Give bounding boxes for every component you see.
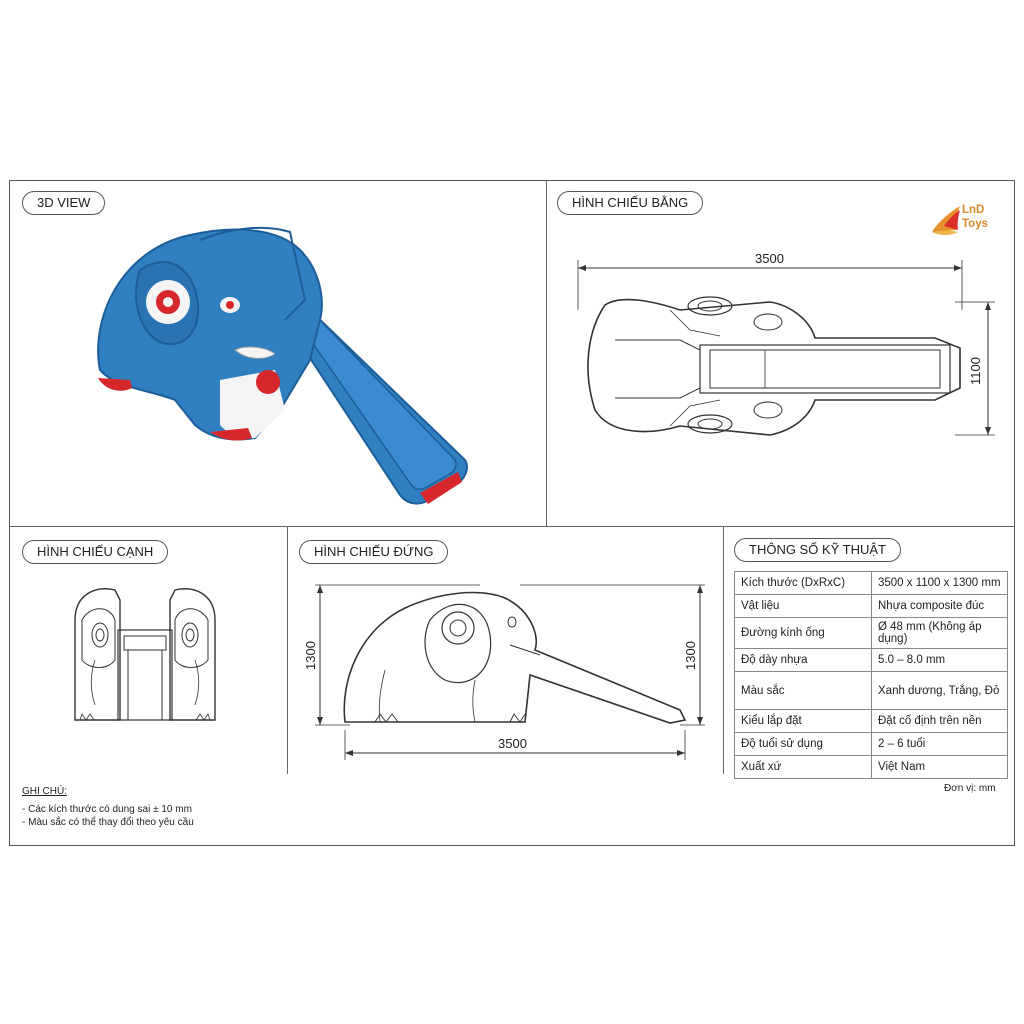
spec-value: Việt Nam bbox=[872, 756, 1008, 779]
spec-key: Kiểu lắp đặt bbox=[735, 710, 872, 733]
row-divider bbox=[9, 526, 1015, 527]
top-view-drawing bbox=[570, 250, 1010, 450]
spec-value: Đặt cố định trên nền bbox=[872, 710, 1008, 733]
spec-row bbox=[735, 733, 1008, 756]
spec-key: Kích thước (DxRxC) bbox=[735, 572, 872, 595]
panel-title-front-view: HÌNH CHIẾU ĐỨNG bbox=[299, 540, 448, 564]
spec-value: 5.0 – 8.0 mm bbox=[872, 649, 1008, 672]
spec-row bbox=[735, 672, 1008, 710]
spec-value: 2 – 6 tuổi bbox=[872, 733, 1008, 756]
top-width-label: 1100 bbox=[968, 357, 983, 385]
bottom-divider-left bbox=[287, 526, 288, 774]
bottom-divider-right bbox=[723, 526, 724, 774]
spec-value: Ø 48 mm (Không áp dụng) bbox=[872, 618, 1008, 649]
spec-row bbox=[735, 756, 1008, 779]
spec-key: Vật liệu bbox=[735, 595, 872, 618]
notes-title: GHI CHÚ: bbox=[22, 786, 67, 797]
spec-key: Màu sắc bbox=[735, 672, 872, 710]
spec-value: Xanh dương, Trắng, Đỏ bbox=[872, 672, 1008, 710]
brand-logo-text bbox=[962, 203, 988, 231]
top-length-label: 3500 bbox=[755, 251, 784, 266]
spec-key: Độ tuổi sử dụng bbox=[735, 733, 872, 756]
note-line-1: - Các kích thước có dung sai ± 10 mm bbox=[22, 804, 192, 815]
spec-row bbox=[735, 595, 1008, 618]
panel-title-3d-view: 3D VIEW bbox=[22, 191, 105, 215]
spec-value: 3500 x 1100 x 1300 mm bbox=[872, 572, 1008, 595]
spec-key: Xuất xứ bbox=[735, 756, 872, 779]
front-height-left-label: 1300 bbox=[303, 641, 318, 670]
spec-row bbox=[735, 649, 1008, 672]
spec-key: Đường kính ống bbox=[735, 618, 872, 649]
panel-title-side-view: HÌNH CHIẾU CẠNH bbox=[22, 540, 168, 564]
unit-label: Đơn vị: mm bbox=[944, 783, 996, 794]
brand-line-2: Toys bbox=[962, 218, 988, 230]
note-line-2: - Màu sắc có thể thay đổi theo yêu cầu bbox=[22, 817, 194, 828]
side-view-drawing bbox=[70, 580, 220, 730]
panel-title-top-view: HÌNH CHIẾU BẰNG bbox=[557, 191, 703, 215]
spec-row bbox=[735, 618, 1008, 649]
spec-key: Độ dày nhựa bbox=[735, 649, 872, 672]
top-column-divider bbox=[546, 180, 547, 526]
panel-title-specs: THÔNG SỐ KỸ THUẬT bbox=[734, 538, 901, 562]
front-height-right-label: 1300 bbox=[683, 641, 698, 670]
front-length-label: 3500 bbox=[498, 736, 527, 751]
front-view-drawing bbox=[300, 580, 720, 770]
notes-block bbox=[22, 785, 194, 829]
brand-line-1: LnD bbox=[962, 204, 985, 216]
elephant-slide-3d-render bbox=[80, 210, 480, 510]
spec-table bbox=[734, 571, 1008, 779]
spec-row bbox=[735, 710, 1008, 733]
spec-row bbox=[735, 572, 1008, 595]
spec-value: Nhựa composite đúc bbox=[872, 595, 1008, 618]
